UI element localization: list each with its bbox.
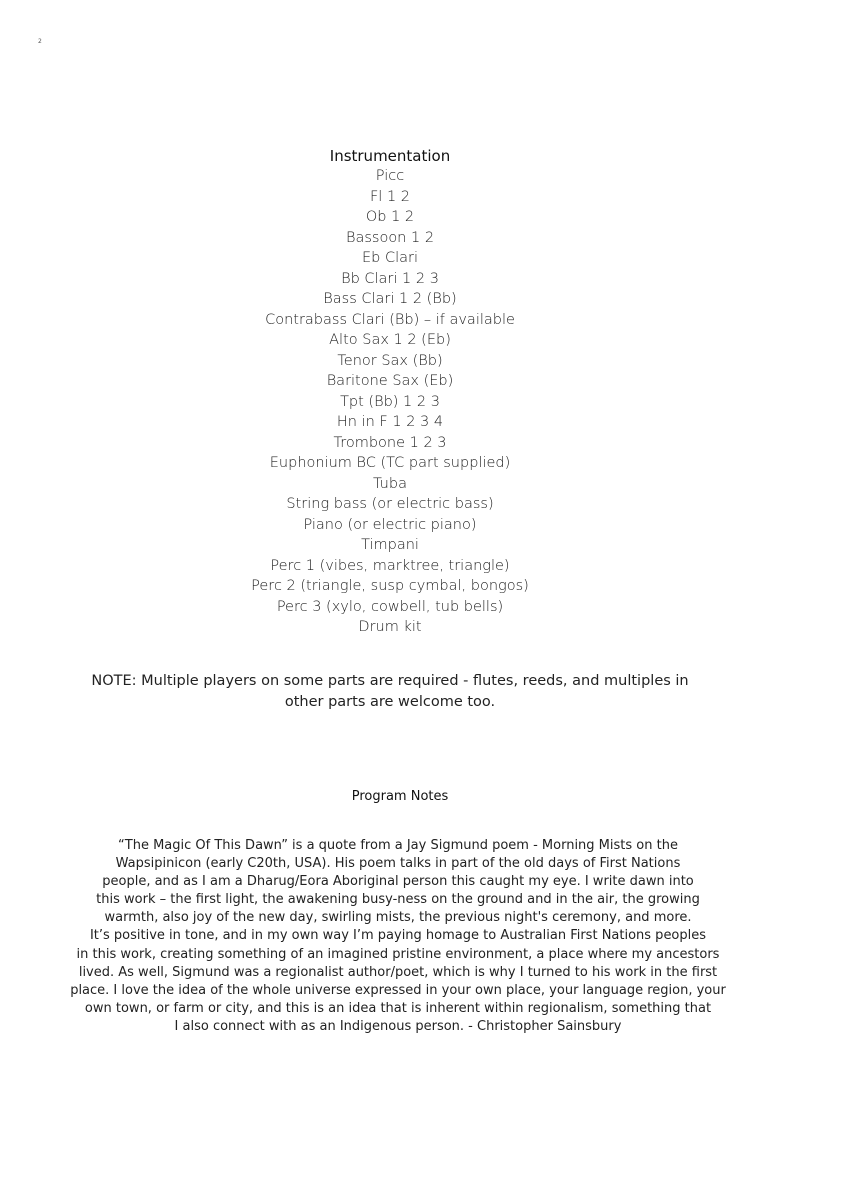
program-notes-line: “The Magic Of This Dawn” is a quote from a Jay Sigmund poem - Morning Mists on the [118, 838, 678, 853]
instrument-item: Baritone Sax (Eb) [326, 373, 454, 389]
program-notes-line: I also connect with as an Indigenous person. - Christopher Sainsbury [174, 1018, 622, 1034]
instrument-item: Contrabass Clari (Bb) – if available [265, 311, 515, 328]
instrument-item: Tuba [373, 475, 407, 492]
program-notes-heading: Program Notes [351, 789, 449, 804]
instrument-item: Timpani [361, 537, 419, 553]
program-notes-body [0, 837, 796, 1036]
program-notes-line: It’s positive in tone, and in my own way I’m paying homage to Australian First Nations peoples [89, 928, 707, 944]
instrument-item: Euphonium BC (TC part supplied) [269, 455, 511, 471]
program-notes-line: own town, or farm or city, and this is an idea that is inherent within regionalism, something that [84, 1000, 712, 1016]
instrument-item: Picc [375, 168, 405, 184]
instrumentation-section [0, 146, 780, 638]
instrument-item: Trombone 1 2 3 [333, 434, 447, 451]
instrument-item: Perc 1 (vibes, marktree, triangle) [270, 557, 510, 574]
program-notes-line: lived. As well, Sigmund was a regionalist author/poet, which is why I turned to his work in the first [78, 964, 718, 980]
program-notes-line: Wapsipinicon (early C20th, USA). His poem talks in part of the old days of First Nations [115, 856, 681, 872]
note-line: other parts are welcome too. [284, 693, 496, 710]
instrument-item: Alto Sax 1 2 (Eb) [329, 332, 451, 348]
instrument-item: Fl 1 2 [369, 188, 411, 205]
instrument-item: Bb Clari 1 2 3 [341, 270, 439, 287]
instrument-item: Tpt (Bb) 1 2 3 [340, 393, 440, 410]
instrument-item: Drum kit [358, 619, 422, 635]
program-notes-line: this work – the first light, the awakening busy-ness on the ground and in the air, the growing [96, 892, 700, 908]
program-notes-line: people, and as I am a Dharug/Eora Aboriginal person this caught my eye. I write dawn into [102, 874, 694, 890]
program-notes-line: place. I love the idea of the whole universe expressed in your own place, your language region, your [70, 982, 726, 998]
instrument-item: Perc 3 (xylo, cowbell, tub bells) [276, 598, 504, 615]
program-notes-line: in this work, creating something of an imagined pristine environment, a place where my ancestors [76, 946, 720, 962]
instrument-item: Tenor Sax (Bb) [337, 352, 443, 369]
note-line: NOTE: Multiple players on some parts are required - flutes, reeds, and multiples in [91, 672, 689, 689]
program-notes-line: warmth, also joy of the new day, swirling mists, the previous night's ceremony, and more. [104, 910, 692, 926]
instrument-item: Eb Clari [361, 250, 418, 266]
note-paragraph [0, 671, 780, 713]
instrument-item: Bass Clari 1 2 (Bb) [323, 291, 457, 307]
instrument-item: Perc 2 (triangle, susp cymbal, bongos) [251, 578, 529, 594]
instrumentation-list [0, 166, 780, 638]
instrument-item: Bassoon 1 2 [345, 229, 435, 246]
instrument-item: Ob 1 2 [365, 209, 415, 225]
instrument-item: String bass (or electric bass) [286, 496, 494, 512]
instrument-item: Piano (or electric piano) [303, 516, 477, 533]
page-number: 2 [38, 38, 42, 45]
instrument-item: Hn in F 1 2 3 4 [336, 414, 444, 430]
instrumentation-heading: Instrumentation [329, 147, 451, 165]
